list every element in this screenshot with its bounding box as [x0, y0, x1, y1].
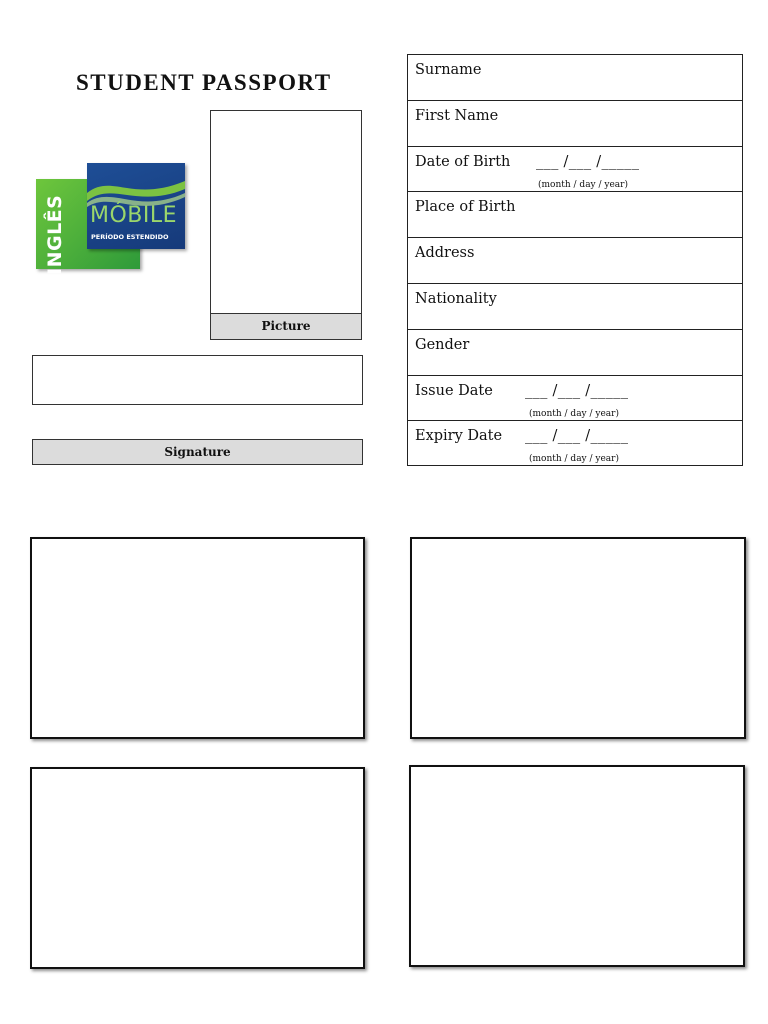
- signature-box: [32, 355, 363, 405]
- issue-date-row: [408, 376, 742, 422]
- first-name-label: First Name: [415, 107, 499, 124]
- dob-label: Date of Birth: [415, 153, 511, 170]
- place-of-birth-row: [408, 192, 742, 238]
- first-name-row: [408, 101, 742, 147]
- expiry-date-row: [408, 421, 742, 467]
- logo-word: MÓBILE: [90, 203, 178, 228]
- page-title: STUDENT PASSPORT: [76, 70, 332, 95]
- signature-label: Signature: [32, 439, 363, 465]
- issue-date-label: Issue Date: [415, 382, 493, 399]
- issue-date-blank: ___ /___ /_____: [525, 382, 629, 399]
- expiry-date-hint: (month / day / year): [529, 454, 619, 465]
- info-table: [407, 54, 743, 466]
- stamp-box-3: [30, 767, 365, 969]
- ingles-mobile-logo: [34, 161, 186, 275]
- gender-row: [408, 330, 742, 376]
- dob-hint: (month / day / year): [538, 179, 628, 190]
- logo-vertical-text: INGLÊS: [44, 194, 66, 275]
- address-label: Address: [415, 245, 475, 262]
- expiry-date-label: Expiry Date: [415, 428, 503, 445]
- expiry-date-blank: ___ /___ /_____: [525, 428, 629, 445]
- surname-label: Surname: [415, 62, 482, 78]
- photo-label: Picture: [211, 313, 361, 339]
- dob-row: [408, 147, 742, 193]
- nationality-row: [408, 284, 742, 330]
- stamp-box-1: [30, 537, 365, 739]
- place-of-birth-label: Place of Birth: [415, 199, 516, 216]
- gender-label: Gender: [415, 336, 470, 353]
- photo-box: [210, 110, 362, 340]
- issue-date-hint: (month / day / year): [529, 408, 619, 419]
- address-row: [408, 238, 742, 284]
- surname-row: [408, 55, 742, 101]
- stamp-box-4: [409, 765, 745, 967]
- dob-blank: ___ /___ /_____: [536, 153, 640, 170]
- logo-subtitle: PERÍODO ESTENDIDO: [91, 233, 169, 241]
- stamp-box-2: [410, 537, 746, 739]
- nationality-label: Nationality: [415, 290, 497, 307]
